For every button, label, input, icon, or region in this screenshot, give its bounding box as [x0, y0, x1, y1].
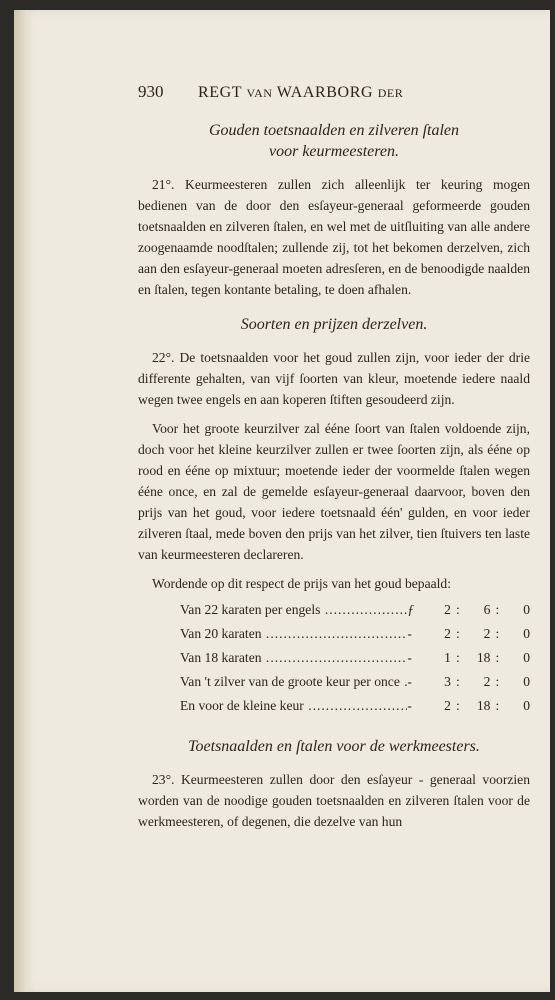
running-head-word: REGT	[198, 84, 242, 101]
price-guilders: 2	[444, 602, 451, 617]
price-stivers: 2	[483, 626, 491, 641]
price-separator: :	[455, 602, 460, 617]
running-head-word: WAARBORG	[276, 84, 374, 101]
price-label: Van 't zilver van de groote keur per once .....	[180, 674, 407, 690]
price-pennies: 0	[523, 626, 530, 641]
paragraph: 22°. De toetsnaalden voor het goud zullen zijn, voor ieder der drie differente gehalten, van vijf ſoorten van kleur, moetende iedere naald wegen twee engels en aan koperen ſtiften gesoudeerd zijn.	[138, 350, 530, 407]
price-pennies: 0	[523, 602, 530, 617]
price-stivers: 18	[476, 698, 491, 713]
price-label: Van 18 karaten .....	[180, 650, 407, 666]
price-currency: -	[407, 674, 412, 689]
paragraph: 21°. Keurmeesteren zullen zich alleenlijk ter keuring mogen bedienen van de door den esſayeur-generaal geformeerde gouden toetsnaalden en zilveren ſtalen, en wel met de uitſluiting van alle andere zoogenaamde noodſtalen; zullende zij, tot het bekomen derzelven, zich aan den esſayeur-generaal moeten adresſeren, en de benoodigde naalden en ſtalen, tegen kontante betaling, te doen afhalen.	[138, 177, 530, 297]
price-separator: :	[495, 674, 500, 689]
price-separator: :	[495, 698, 500, 713]
price-label: En voor de kleine keur .....	[180, 698, 407, 714]
price-guilders: 2	[444, 698, 451, 713]
price-row	[180, 626, 530, 650]
price-row	[180, 698, 530, 722]
price-label: Van 20 karaten .....	[180, 626, 407, 642]
price-separator: :	[495, 602, 500, 617]
price-stivers: 18	[476, 650, 491, 665]
price-separator: :	[455, 698, 460, 713]
section-title-line: Gouden toetsnaalden en zilveren ſtalen	[208, 122, 459, 139]
price-separator: :	[455, 626, 460, 641]
price-separator: :	[495, 626, 500, 641]
price-row	[180, 602, 530, 626]
section-title-line: Toetsnaalden en ſtalen voor de werkmeesters.	[188, 738, 480, 755]
section-title	[138, 120, 530, 162]
price-guilders: 2	[444, 626, 451, 641]
price-pennies: 0	[523, 698, 530, 713]
running-head-word: DER	[377, 86, 404, 100]
price-currency: ƒ	[407, 602, 415, 617]
paragraph: 23°. Keurmeesteren zullen door den esſayeur - generaal voorzien worden van de noodige gouden toetsnaalden en zilveren ſtalen voor de werkmeesteren, of degenen, die dezelve van hun	[138, 772, 530, 829]
page-content	[138, 82, 530, 840]
page-number: 930	[138, 82, 164, 101]
paragraph: Wordende op dit respect de prijs van het goud bepaald:	[152, 576, 452, 591]
price-guilders: 3	[444, 674, 451, 689]
page-header	[138, 82, 530, 108]
section-title	[138, 736, 530, 757]
running-head	[198, 84, 403, 102]
price-pennies: 0	[523, 650, 530, 665]
price-row	[180, 650, 530, 674]
price-currency: -	[407, 650, 412, 665]
price-separator: :	[455, 674, 460, 689]
price-separator: :	[455, 650, 460, 665]
section-title-line: voor keurmeesteren.	[268, 143, 400, 160]
price-pennies: 0	[523, 674, 530, 689]
price-row	[180, 674, 530, 698]
price-guilders: 1	[444, 650, 451, 665]
paragraph: Voor het groote keurzilver zal ééne ſoort van ſtalen voldoende zijn, doch voor het kleine keurzilver zullen er twee ſoorten zijn, als ééne op rood en ééne op mixtuur; moetende ieder der voormelde ſtalen wegen ééne once, en zal de gemelde esſayeur-generaal daarvoor, boven den prijs van het goud, voor iedere toetsnaald één' gulden, en voor ieder zilveren ſtaal, mede boven den prijs van het zilver, tien ſtuivers ten laste van keurmeesteren declareren.	[138, 421, 530, 562]
price-currency: -	[407, 698, 412, 713]
section-title	[138, 314, 530, 335]
price-separator: :	[495, 650, 500, 665]
section-title-line: Soorten en prijzen derzelven.	[240, 316, 428, 333]
price-stivers: 6	[483, 602, 491, 617]
price-table	[180, 602, 530, 722]
price-label: Van 22 karaten per engels .....	[180, 602, 407, 618]
running-head-word: VAN	[246, 86, 273, 100]
page-gutter	[14, 10, 32, 992]
price-stivers: 2	[483, 674, 491, 689]
price-currency: -	[407, 626, 412, 641]
